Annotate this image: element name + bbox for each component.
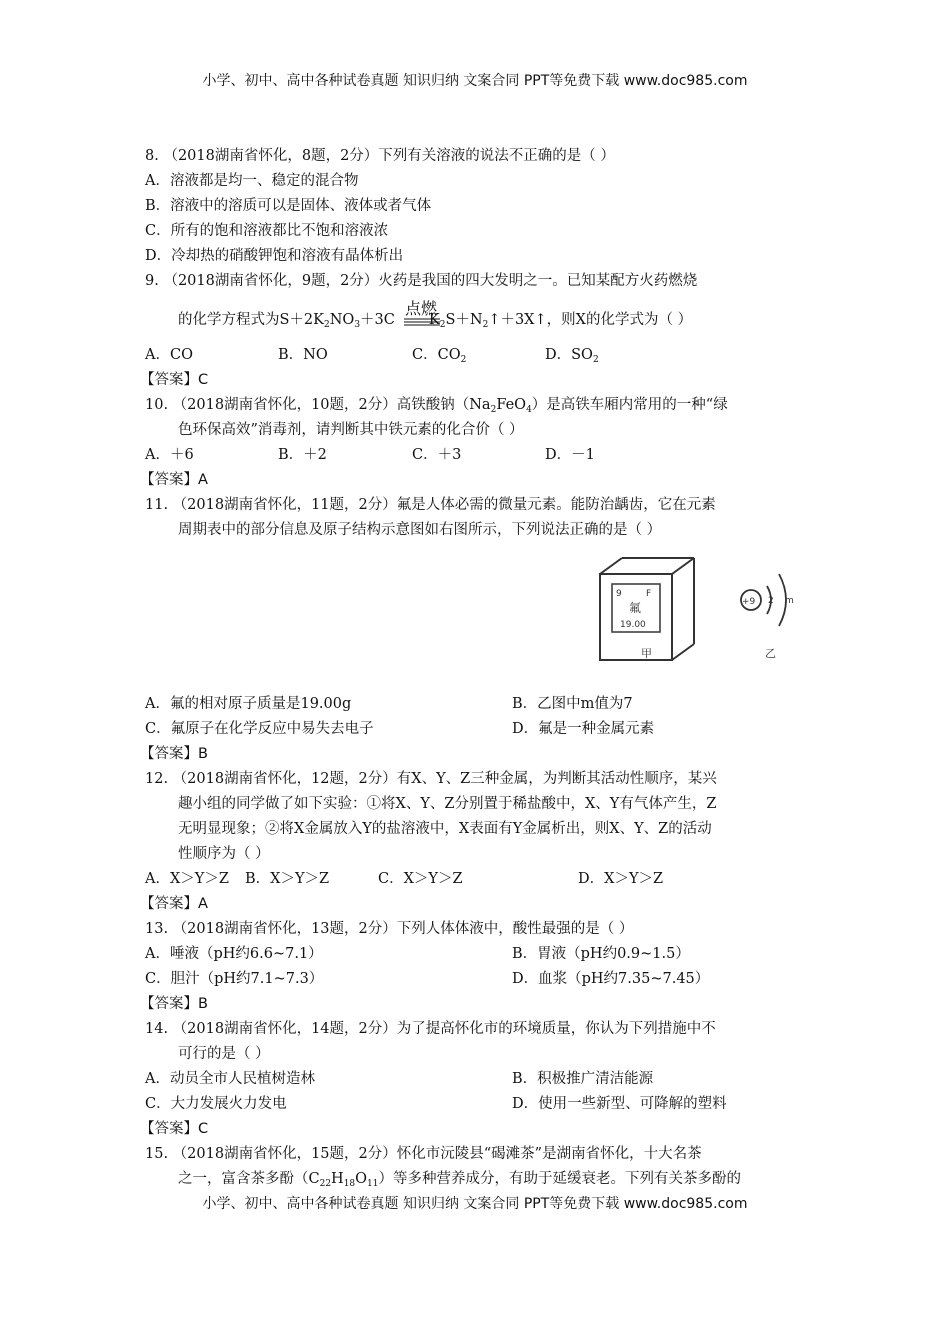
q12-option-b: B．X＞Y＞Z bbox=[245, 871, 330, 887]
q12-stem-line3: 无明显现象；②将X金属放入Y的盐溶液中，X表面有Y金属析出，则X、Y、Z的活动 bbox=[178, 821, 712, 837]
q10-option-a: A．＋6 bbox=[145, 447, 194, 463]
q9-equation: 的化学方程式为$S+2K_2NO_3+3C$ $K_2S+N_2↑+3X↑$，则X的化学式为（ ） bbox=[178, 312, 693, 330]
q10-answer: 【答案】A bbox=[140, 472, 208, 488]
q10-option-b: B．＋2 bbox=[278, 447, 327, 463]
atomic-mass: 19.00 bbox=[620, 620, 646, 630]
q8-option-d: D．冷却热的硝酸钾饱和溶液有晶体析出 bbox=[145, 248, 404, 264]
q12-stem-line4: 性顺序为（ ） bbox=[178, 846, 270, 862]
q9-stem-line1: 9. （2018湖南省怀化，9题，2分）火药是我国的四大发明之一。已知某配方火药燃烧 bbox=[145, 273, 698, 289]
q14-option-c: C．大力发展火力发电 bbox=[145, 1096, 287, 1112]
q14-option-b: B．积极推广清洁能源 bbox=[512, 1071, 654, 1087]
q9-option-d: D．$SO_2$ bbox=[545, 347, 599, 365]
page-header: 小学、初中、高中各种试卷真题 知识归纳 文案合同 PPT等免费下载 www.doc985.com bbox=[202, 73, 748, 89]
q11-stem-line1: 11. （2018湖南省怀化，11题，2分）氟是人体必需的微量元素。能防治龋齿，它在元素 bbox=[145, 497, 716, 513]
q13-stem: 13. （2018湖南省怀化，13题，2分）下列人体体液中，酸性最强的是（ ） bbox=[145, 921, 634, 937]
q14-answer: 【答案】C bbox=[140, 1121, 209, 1137]
q13-answer: 【答案】B bbox=[140, 996, 208, 1012]
q14-option-a: A．动员全市人民植树造林 bbox=[145, 1071, 315, 1087]
q13-option-c: C．胆汁（pH约7.1~7.3） bbox=[145, 971, 324, 987]
q8-option-a: A．溶液都是均一、稳定的混合物 bbox=[145, 173, 359, 189]
q9-option-c: C．$CO_2$ bbox=[412, 347, 467, 365]
q12-option-d: D．X＞Y＞Z bbox=[578, 871, 664, 887]
q14-stem-line2: 可行的是（ ） bbox=[178, 1046, 270, 1062]
nucleus-charge: +9 bbox=[742, 597, 756, 607]
q8-stem: 8. （2018湖南省怀化，8题，2分）下列有关溶液的说法不正确的是（ ） bbox=[145, 148, 615, 164]
q10-option-c: C．＋3 bbox=[412, 447, 462, 463]
atomic-number: 9 bbox=[616, 589, 622, 599]
q12-option-a: A．X＞Y＞Z bbox=[145, 871, 229, 887]
q15-stem-line2: 之一，富含茶多酚$(C_{22}H_{18}O_{11})$等多种营养成分，有助于延缓衰老。下列有关茶多酚的 bbox=[178, 1171, 741, 1189]
figure-label-b: 乙 bbox=[765, 647, 776, 660]
shell2-electrons: m bbox=[785, 596, 794, 606]
q10-option-d: D．－1 bbox=[545, 447, 595, 463]
q14-stem-line1: 14. （2018湖南省怀化，14题，2分）为了提高怀化市的环境质量，你认为下列措施中不 bbox=[145, 1021, 716, 1037]
page-footer: 小学、初中、高中各种试卷真题 知识归纳 文案合同 PPT等免费下载 www.doc985.com bbox=[202, 1196, 748, 1212]
shell1-electrons: 2 bbox=[768, 596, 774, 606]
q10-stem-line1: 10. （2018湖南省怀化，10题，2分）高铁酸钠$(Na_2FeO_4)$是高铁车厢内常用的一种“绿 bbox=[145, 397, 728, 415]
q11-option-c: C．氟原子在化学反应中易失去电子 bbox=[145, 721, 374, 737]
q8-option-c: C．所有的饱和溶液都比不饱和溶液浓 bbox=[145, 223, 389, 239]
q11-option-a: A．氟的相对原子质量是19.00g bbox=[145, 696, 352, 712]
q12-answer: 【答案】A bbox=[140, 896, 208, 912]
element-name: 氟 bbox=[629, 601, 642, 615]
ignition-condition: 点燃 bbox=[405, 299, 438, 318]
element-symbol: F bbox=[646, 589, 652, 599]
atom-structure-figure bbox=[735, 562, 805, 642]
q9-option-a: A．CO bbox=[145, 347, 193, 363]
q15-stem-line1: 15. （2018湖南省怀化，15题，2分）怀化市沅陵县“碣滩茶”是湖南省怀化，十大名茶 bbox=[145, 1146, 702, 1162]
q11-stem-line2: 周期表中的部分信息及原子结构示意图如右图所示，下列说法正确的是（ ） bbox=[178, 522, 662, 538]
q12-stem-line1: 12. （2018湖南省怀化，12题，2分）有X、Y、Z三种金属，为判断其活动性顺序，某兴 bbox=[145, 771, 717, 787]
q11-answer: 【答案】B bbox=[140, 746, 208, 762]
q9-option-b: B．NO bbox=[278, 347, 328, 363]
q12-option-c: C．X＞Y＞Z bbox=[378, 871, 463, 887]
q10-stem-line2: 色环保高效”消毒剂，请判断其中铁元素的化合价（ ） bbox=[178, 422, 524, 438]
q13-option-b: B．胃液（pH约0.9~1.5） bbox=[512, 946, 690, 962]
q12-stem-line2: 趣小组的同学做了如下实验：①将X、Y、Z分别置于稀盐酸中，X、Y有气体产生，Z bbox=[178, 796, 717, 812]
q11-option-b: B．乙图中m值为7 bbox=[512, 696, 633, 712]
q9-answer: 【答案】C bbox=[140, 372, 209, 388]
figure-label-a: 甲 bbox=[641, 647, 652, 660]
q14-option-d: D．使用一些新型、可降解的塑料 bbox=[512, 1096, 727, 1112]
q8-option-b: B．溶液中的溶质可以是固体、液体或者气体 bbox=[145, 198, 432, 214]
q13-option-d: D．血浆（pH约7.35~7.45） bbox=[512, 971, 710, 987]
q13-option-a: A．唾液（pH约6.6~7.1） bbox=[145, 946, 323, 962]
equals-sign bbox=[403, 318, 441, 326]
q11-option-d: D．氟是一种金属元素 bbox=[512, 721, 655, 737]
